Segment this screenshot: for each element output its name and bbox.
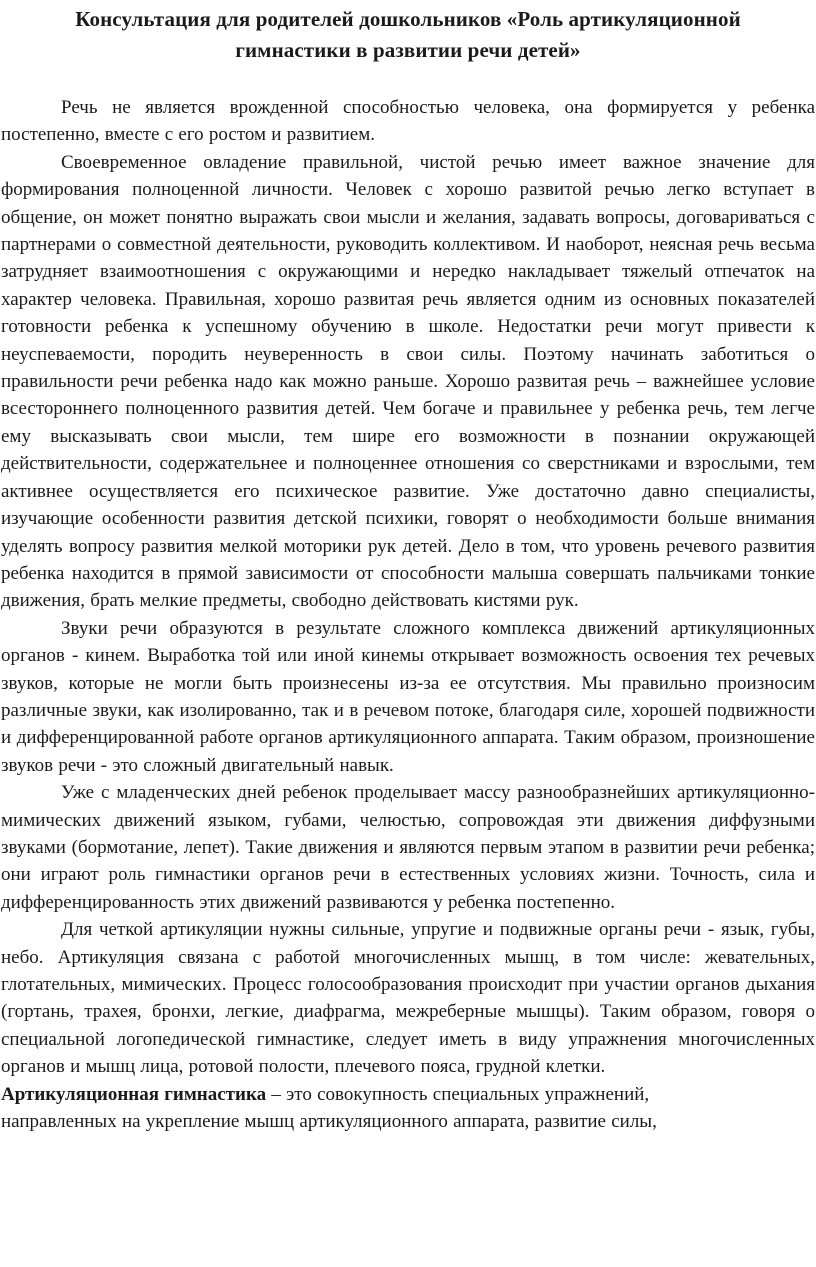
paragraph-speech-sounds: Звуки речи образуются в результате сложного комплекса движений артикуляционных органов - кинем. Выработка той или иной кинемы открывает возможность освоения тех речевых звуков, которые не могли быть произнесены из-за ее отсутствия. Мы правильно произносим различные звуки, как изолированно, так и в речевом потоке, благодаря силе, хорошей подвижности и дифференцированной работе органов артикуляционного аппарата. Таким образом, произношение звуков речи - это сложный двигательный навык. — [1, 617, 815, 776]
definition-text-line-2: направленных на укрепление мышц артикуляционного аппарата, развитие силы, — [1, 1111, 657, 1133]
paragraph-speech-not-innate: Речь не является врожденной способностью человека, она формируется у ребенка постепенно, вместе с его ростом и развитием. — [1, 97, 815, 146]
definition-text-line-1: – это совокупность специальных упражнений, — [266, 1083, 650, 1105]
document-title — [1, 4, 815, 66]
paragraph-definition — [1, 1081, 815, 1136]
paragraph-infant-movements: Уже с младенческих дней ребенок проделывает массу разнообразнейших артикуляционно-мимических движений языком, губами, челюстью, сопровождая эти движения диффузными звуками (бормотание, лепет). Такие движения и являются первым этапом в развитии речи ребенка; они играют роль гимнастики органов речи в естественных условиях жизни. Точность, сила и дифференцированность этих движений развиваются у ребенка постепенно. — [1, 782, 815, 913]
definition-term: Артикуляционная гимнастика — [1, 1083, 267, 1105]
document-body — [1, 94, 815, 1135]
paragraph-clear-articulation: Для четкой артикуляции нужны сильные, упругие и подвижные органы речи - язык, губы, небо. Артикуляция связана с работой многочисленных мышц, в том числе: жевательных, глотательных, мимических. Процесс голосообразования происходит при участии органов дыхания (гортань, трахея, бронхи, легкие, диафрагма, межреберные мышцы). Таким образом, говоря о специальной логопедической гимнастике, следует иметь в виду упражнения многочисленных органов и мышц лица, ротовой полости, плечевого пояса, грудной клетки. — [1, 919, 815, 1078]
title-line-2: гимнастики в развитии речи детей» — [235, 38, 581, 62]
paragraph-timely-mastery: Своевременное овладение правильной, чистой речью имеет важное значение для формирования полноценной личности. Человек с хорошо развитой речью легко вступает в общение, он может понятно выражать свои мысли и желания, задавать вопросы, договариваться с партнерами о совместной деятельности, руководить коллективом. И наоборот, неясная речь весьма затрудняет взаимоотношения с окружающими и нередко накладывает тяжелый отпечаток на характер человека. Правильная, хорошо развитая речь является одним из основных показателей готовности ребенка к успешному обучению в школе. Недостатки речи могут привести к неуспеваемости, породить неуверенность в свои силы. Поэтому начинать заботиться о правильности речи ребенка надо как можно раньше. Хорошо развитая речь – важнейшее условие всестороннего полноценного развития детей. Чем богаче и правильнее у ребенка речь, тем легче ему высказывать свои мысли, тем шире его возможности в познании окружающей действительности, содержательнее и полноценнее отношения со сверстниками и взрослыми, тем активнее осуществляется его психическое развитие. Уже достаточно давно специалисты, изучающие особенности развития детской психики, говорят о необходимости больше внимания уделять вопросу развития мелкой моторики рук детей. Дело в том, что уровень речевого развития ребенка находится в прямой зависимости от способности малыша совершать пальчиками тонкие движения, брать мелкие предметы, свободно действовать кистями рук. — [1, 151, 815, 612]
title-line-1: Консультация для родителей дошкольников «Роль артикуляционной — [75, 7, 741, 31]
